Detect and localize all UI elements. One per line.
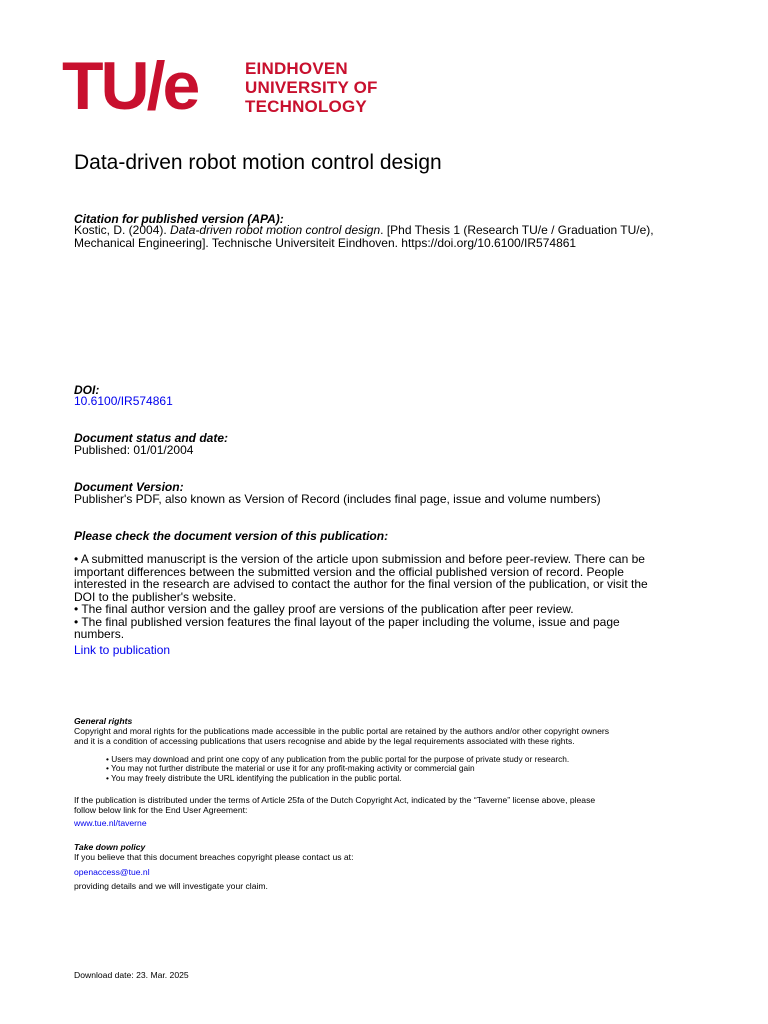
check-line: • The final author version and the galley proof are versions of the publication after peer review. <box>74 602 574 616</box>
taverne-text <box>74 795 595 815</box>
rights-bullet: • Users may download and print one copy of any publication from the public portal for the purpose of private study or research. <box>106 754 570 764</box>
doi-heading: DOI: <box>74 383 100 397</box>
general-rights-line: and it is a condition of accessing publications that users recognise and abide by the legal requirements associated with these rights. <box>74 736 575 746</box>
taverne-line: If the publication is distributed under the terms of Article 25fa of the Dutch Copyright Act, indicated by the “Taverne” license above, please <box>74 795 596 805</box>
takedown-line: If you believe that this document breaches copyright please contact us at: <box>74 852 354 862</box>
check-line: • A submitted manuscript is the version of the article upon submission and before peer-review. There can be <box>74 552 645 566</box>
check-line: DOI to the publisher's website. <box>74 589 237 604</box>
taverne-link[interactable]: www.tue.nl/taverne <box>74 818 147 828</box>
rights-bullet: • You may freely distribute the URL identifying the publication in the public portal. <box>106 772 402 783</box>
download-date: Download date: 23. Mar. 2025 <box>74 970 189 980</box>
version-value: Publisher's PDF, also known as Version of Record (includes final page, issue and volume numbers) <box>74 492 601 506</box>
check-heading: Please check the document version of this publication: <box>74 529 389 543</box>
citation-line-1 <box>74 224 654 237</box>
check-body <box>74 553 648 641</box>
status-value: Published: 01/01/2004 <box>74 443 194 457</box>
takedown-heading: Take down policy <box>74 842 146 852</box>
check-line: numbers. <box>74 627 125 641</box>
logo-line-1: EINDHOVEN <box>245 59 348 78</box>
tue-logo-mark: TU/e <box>62 48 198 124</box>
publication-link[interactable]: Link to publication <box>74 643 171 657</box>
check-line: interested in the research are advised to contact the author for the final version of the publication, or visit the <box>74 577 648 591</box>
general-rights-body <box>74 726 609 746</box>
version-heading: Document Version: <box>74 480 184 494</box>
general-rights-heading: General rights <box>74 716 133 726</box>
citation-work-title: Data-driven robot motion control design <box>170 223 381 237</box>
general-rights-bullets <box>106 755 569 783</box>
citation-heading: Citation for published version (APA): <box>74 212 284 226</box>
logo-line-2: UNIVERSITY OF <box>245 78 378 97</box>
general-rights-line: Copyright and moral rights for the publications made accessible in the public portal are retained by the authors and/or other copyright owners <box>74 726 610 736</box>
logo-line-3: TECHNOLOGY <box>245 97 367 116</box>
citation-author-year: Kostic, D. (2004). <box>74 223 171 237</box>
citation-rest: . [Phd Thesis 1 (Research TU/e / Graduation TU/e), <box>380 223 654 237</box>
tue-logo-text <box>245 59 378 116</box>
citation-line-2: Mechanical Engineering]. Technische Universiteit Eindhoven. https://doi.org/10.6100/IR574861 <box>74 236 577 250</box>
rights-bullet: • You may not further distribute the material or use it for any profit-making activity or commercial gain <box>106 763 475 774</box>
status-heading: Document status and date: <box>74 431 229 445</box>
check-line: important differences between the submitted version and the official published version of record. People <box>74 564 624 579</box>
document-title: Data-driven robot motion control design <box>74 151 442 174</box>
doi-link[interactable]: 10.6100/IR574861 <box>74 394 173 408</box>
takedown-after: providing details and we will investigate your claim. <box>74 881 268 891</box>
check-line: • The final published version features the final layout of the paper including the volume, issue and page <box>74 614 620 629</box>
taverne-line: follow below link for the End User Agreement: <box>74 805 248 815</box>
takedown-email-link[interactable]: openaccess@tue.nl <box>74 867 150 877</box>
